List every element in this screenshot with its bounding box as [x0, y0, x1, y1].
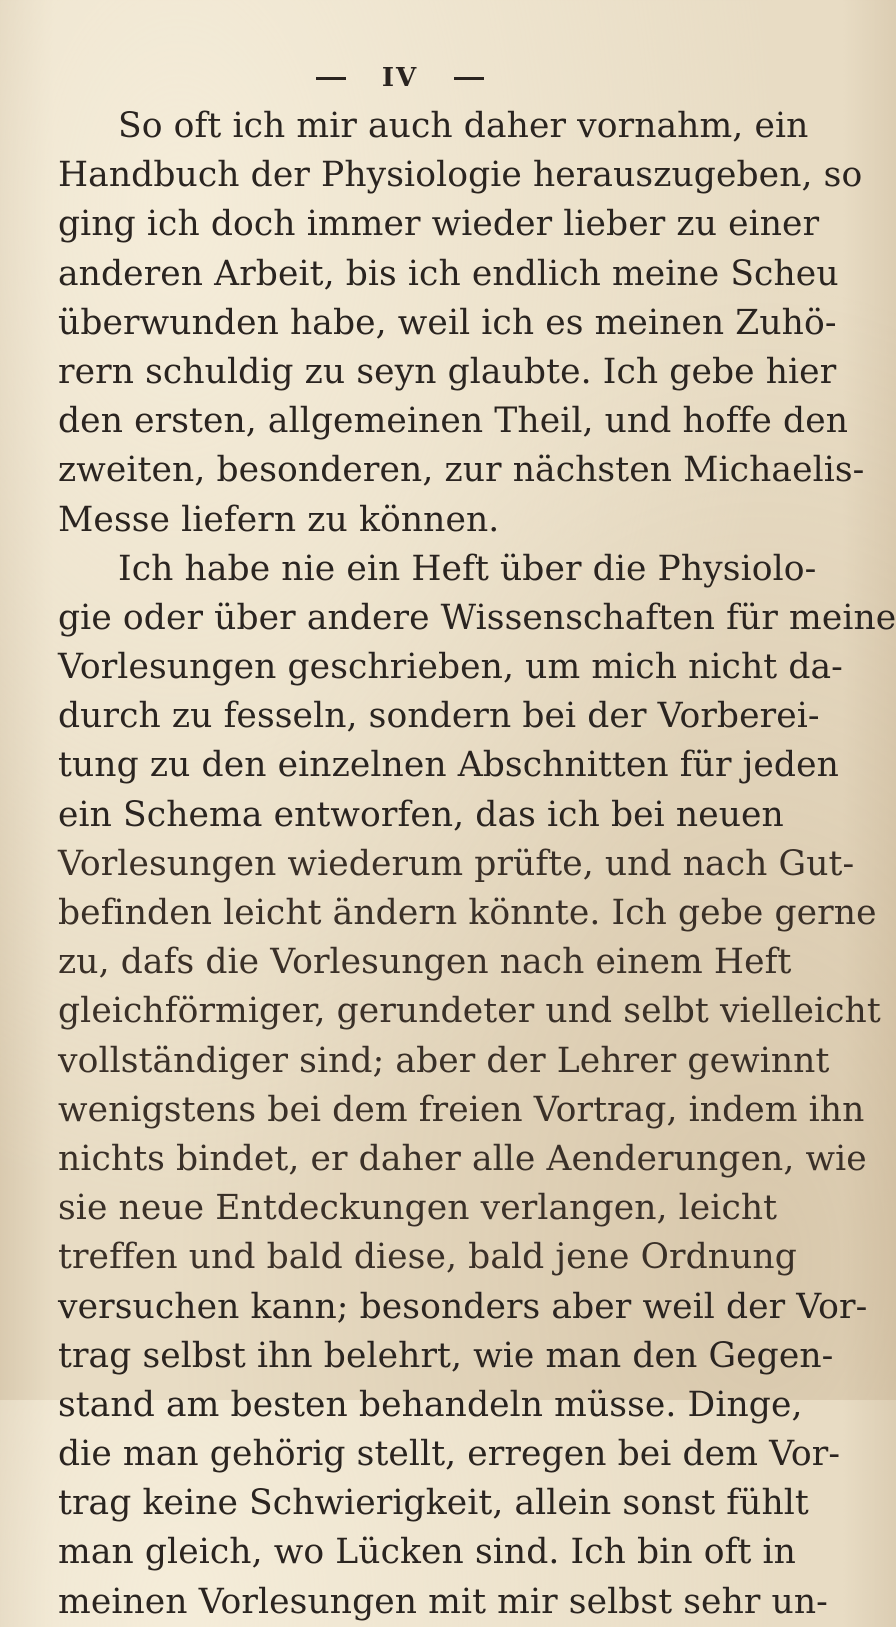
text-line: die man gehörig stellt, erregen bei dem Vor-	[58, 1434, 841, 1475]
text-line: ein Schema entworfen, das ich bei neuen	[58, 794, 784, 835]
text-line: befinden leicht ändern könnte. Ich gebe gerne	[58, 893, 877, 933]
text-line: sie neue Entdeckungen verlangen, leicht	[58, 1188, 778, 1229]
text-line: meinen Vorlesungen mit mir selbst sehr un-	[58, 1581, 828, 1622]
body-text	[58, 102, 896, 1627]
page-header	[0, 62, 800, 93]
text-line: überwunden habe, weil ich es meinen Zuhö-	[58, 302, 837, 343]
text-line: Messe liefern zu können.	[58, 499, 500, 540]
text-line: ging ich doch immer wieder lieber zu einer	[58, 204, 820, 245]
text-line: stand am besten behandeln müsse. Dinge,	[58, 1384, 803, 1425]
text-line: anderen Arbeit, bis ich endlich meine Scheu	[58, 253, 839, 294]
text-line: So oft ich mir auch daher vornahm, ein	[118, 106, 809, 146]
header-rule-right	[454, 77, 484, 80]
text-line: trag selbst ihn belehrt, wie man den Gegen-	[58, 1335, 834, 1376]
text-line: den ersten, allgemeinen Theil, und hoffe den	[58, 401, 849, 442]
header-rule-left	[316, 77, 346, 80]
text-line: versuchen kann; besonders aber weil der Vor-	[58, 1286, 868, 1327]
text-line: vollständiger sind; aber der Lehrer gewinnt	[58, 1040, 830, 1081]
text-line: tung zu den einzelnen Abschnitten für jeden	[58, 745, 839, 786]
text-line: Vorlesungen geschrieben, um mich nicht da-	[58, 647, 843, 688]
text-line: nichts bindet, er daher alle Aenderungen, wie	[58, 1138, 867, 1179]
text-line: man gleich, wo Lücken sind. Ich bin oft in	[58, 1532, 796, 1573]
text-line: rern schuldig zu seyn glaubte. Ich gebe hier	[58, 351, 837, 392]
text-line: treffen und bald diese, bald jene Ordnung	[58, 1237, 797, 1278]
text-line: Vorlesungen wiederum prüfte, und nach Gut-	[58, 843, 855, 884]
text-line: gie oder über andere Wissenschaften für meine	[58, 597, 896, 638]
page-number: IV	[381, 63, 419, 93]
text-line: zweiten, besonderen, zur nächsten Michaelis-	[58, 450, 865, 491]
text-line: Handbuch der Physiologie herauszugeben, so	[58, 155, 863, 196]
text-line: wenigstens bei dem freien Vortrag, indem ihn	[58, 1089, 865, 1130]
text-line: Ich habe nie ein Heft über die Physiolo-	[118, 548, 817, 589]
text-line: gleichförmiger, gerundeter und selbt vielleicht	[58, 991, 881, 1032]
text-line: durch zu fesseln, sondern bei der Vorberei-	[58, 696, 820, 737]
text-line: trag keine Schwierigkeit, allein sonst fühlt	[58, 1483, 809, 1524]
text-line: zu, dafs die Vorlesungen nach einem Heft	[58, 942, 792, 983]
